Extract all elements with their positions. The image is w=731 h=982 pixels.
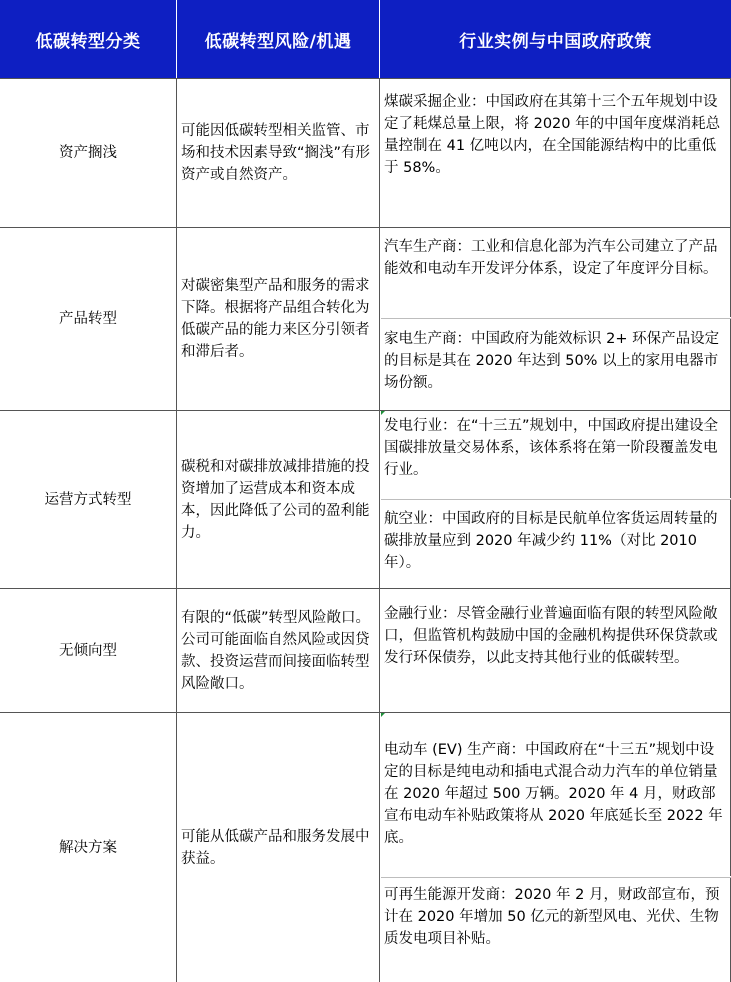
header-category: 低碳转型分类 <box>0 0 176 78</box>
risk-cell: 有限的“低碳”转型风险敞口。公司可能面临自然风险或因贷款、投资运营而间接面临转型风险敞口。 <box>178 589 380 712</box>
risk-cell: 可能因低碳转型相关监管、市场和技术因素导致“搁浅”有形资产或自然资产。 <box>178 79 380 227</box>
example-cell: 家电生产商：中国政府为能效标识 2+ 环保产品设定的目标是其在 2020 年达到 50% 以上的家用电器市场份额。 <box>381 319 731 410</box>
example-cell: 航空业：中国政府的目标是民航单位客货运周转量的碳排放量应到 2020 年减少约 11%（对比 2010 年）。 <box>381 500 731 588</box>
header-risk-opportunity: 低碳转型风险/机遇 <box>177 0 379 78</box>
risk-cell: 可能从低碳产品和服务发展中获益。 <box>178 713 380 982</box>
category-cell: 资产搁浅 <box>0 79 177 227</box>
example-cell: 煤碳采掘企业：中国政府在其第十三个五年规划中设定了耗煤总量上限，将 2020 年的中国年度煤消耗总量控制在 41 亿吨以内，在全国能源结构中的比重低于 58%。 <box>381 79 731 227</box>
risk-cell: 对碳密集型产品和服务的需求下降。根据将产品组合转化为低碳产品的能力来区分引领者和滞后者。 <box>178 228 380 410</box>
header-examples-policy: 行业实例与中国政府政策 <box>380 0 731 78</box>
example-cell: 可再生能源开发商：2020 年 2 月，财政部宣布，预计在 2020 年增加 50 亿元的新型风电、光伏、生物质发电项目补贴。 <box>381 878 731 982</box>
category-cell: 产品转型 <box>0 228 177 410</box>
category-cell: 运营方式转型 <box>0 411 177 588</box>
example-cell: 发电行业：在“十三五”规划中，中国政府提出建设全国碳排放量交易体系，该体系将在第一阶段覆盖发电行业。 <box>381 411 731 498</box>
category-cell: 无倾向型 <box>0 589 177 712</box>
risk-cell: 碳税和对碳排放减排措施的投资增加了运营成本和资本成本，因此降低了公司的盈利能力。 <box>178 411 380 588</box>
example-cell: 电动车 (EV) 生产商：中国政府在“十三五”规划中设定的目标是纯电动和插电式混合动力汽车的单位销量在 2020 年超过 500 万辆。2020 年 4 月，财政部宣布电动车补贴政策将从 2020 年底延长至 2022 年底。 <box>381 713 731 876</box>
category-cell: 解决方案 <box>0 713 177 982</box>
example-cell: 汽车生产商：工业和信息化部为汽车公司建立了产品能效和电动车开发评分体系，设定了年度评分目标。 <box>381 228 731 317</box>
example-cell: 金融行业：尽管金融行业普遍面临有限的转型风险敞口，但监管机构鼓励中国的金融机构提供环保贷款或发行环保债券，以此支持其他行业的低碳转型。 <box>381 589 731 712</box>
